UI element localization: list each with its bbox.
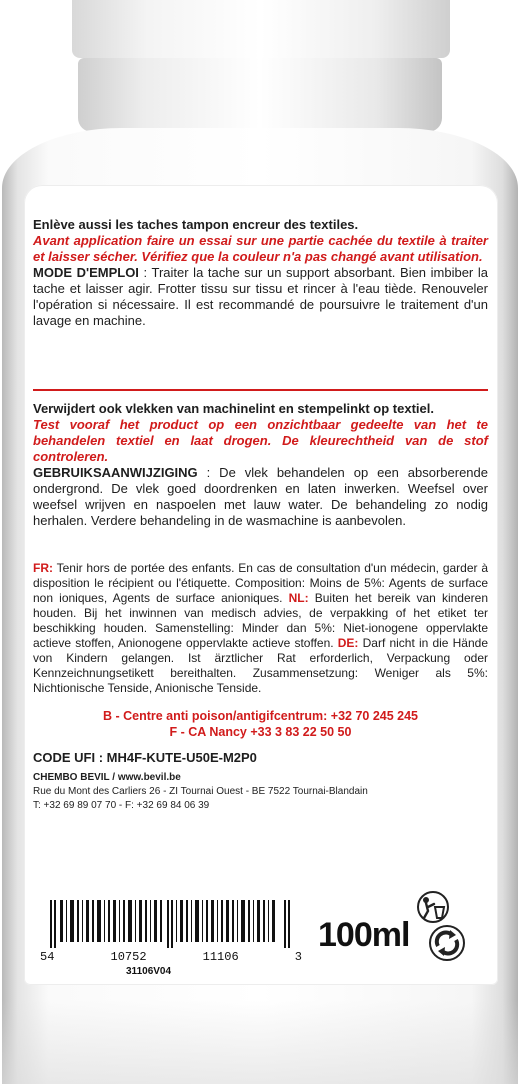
poison-center-fr: F - CA Nancy +33 3 83 22 50 50 bbox=[169, 725, 352, 739]
nl-safety: Buiten het bereik van kinderen houden. Bij het inwinnen van medisch advies, de verpakking of het etiket ter beschikking houden. Samenstelling: Minder dan 5%: Niet-ionogene oppervlakte actieve stoffen, Anionogene oppervlakte actieve stoffen. bbox=[33, 591, 488, 650]
poison-center-be: B - Centre anti poison/antigifcentrum: +32 70 245 245 bbox=[102, 709, 419, 723]
label-text bbox=[33, 217, 488, 813]
fr-mode-title: MODE D'EMPLOI bbox=[33, 265, 139, 280]
red-divider bbox=[33, 389, 488, 391]
volume-label: 100ml bbox=[318, 916, 410, 954]
french-section bbox=[33, 217, 488, 389]
recycling-arrows-icon bbox=[428, 924, 466, 962]
fr-mode-text: : Traiter la tache sur un support absorbant. Bien imbiber la tache et laisser agir. Frotter tissu sur tissu et rincer à l'eau tiède. Renouveler l'opération si nécessaire. Il est recommandé de poursuivre le traitement d'un lavage en machine. bbox=[33, 265, 488, 328]
bottle-cap-top bbox=[72, 0, 450, 58]
fr-instructions bbox=[33, 265, 488, 329]
barcode-digits-1: 54 bbox=[40, 950, 55, 964]
de-tag: DE: bbox=[337, 636, 359, 650]
ufi-code: CODE UFI : MH4F-KUTE-U50E-M2P0 bbox=[33, 750, 257, 765]
barcode-digits-3: 11106 bbox=[202, 950, 239, 964]
batch-code: 31106V04 bbox=[126, 966, 172, 977]
barcode-digits bbox=[40, 950, 302, 964]
barcode-digits-4: 3 bbox=[294, 950, 302, 964]
bottle-cap bbox=[78, 58, 442, 132]
tidyman-recycle-icon bbox=[415, 890, 451, 924]
barcode bbox=[40, 900, 302, 948]
fr-intro: Enlève aussi les taches tampon encreur des textiles. bbox=[33, 217, 359, 232]
bottle-base-shade bbox=[2, 1000, 518, 1084]
company-phone: T: +32 69 89 07 70 - F: +32 69 84 06 39 bbox=[33, 800, 210, 811]
nl-mode-title: GEBRUIKSAANWIJZIGING bbox=[33, 465, 198, 480]
fr-safety: Tenir hors de portée des enfants. En cas de consultation d'un médecin, garder à disposition le récipient ou l'étiquette. Composition: Moins de 5%: Agents de surface non ioniques, Agents de surface anioniques. bbox=[33, 561, 488, 605]
safety-text bbox=[33, 561, 488, 696]
company-address: Rue du Mont des Carliers 26 - ZI Tournai Ouest - BE 7522 Tournai-Blandain bbox=[33, 786, 368, 797]
fr-tag: FR: bbox=[33, 561, 53, 575]
nl-intro: Verwijdert ook vlekken van machinelint en stempelinkt op textiel. bbox=[33, 401, 434, 416]
nl-warning: Test vooraf het product op een onzichtbaar gedeelte van het te behandelen textiel en laat drogen. De kleurechtheid van de stof controleren. bbox=[33, 417, 488, 464]
nl-tag: NL: bbox=[288, 591, 309, 605]
nl-mode-text: : De vlek behandelen op een absorberende ondergrond. De vlek goed doordrenken en laten inwerken. Weefsel over weefsel wrijven en naspoelen met lauw water. De behandeling zo nodig herhalen. Verdere behandeling in de wasmachine is aanbevolen. bbox=[33, 465, 488, 528]
company-name: CHEMBO BEVIL / www.bevil.be bbox=[33, 772, 181, 783]
barcode-digits-2: 10752 bbox=[110, 950, 147, 964]
nl-instructions bbox=[33, 465, 488, 529]
fr-warning: Avant application faire un essai sur une partie cachée du textile à traiter et laisser sécher. Vérifiez que la couleur n'a pas changé avant utilisation. bbox=[33, 233, 488, 264]
de-safety: Darf nicht in die Hände von Kindern gelangen. Ist ärztlicher Rat erforderlich, Verpackung oder Kennzeichnungsetikett bereithalten. Zusammensetzung: Weniger als 5%: Nichtionische Tenside, Anionische Tenside. bbox=[33, 636, 489, 695]
dutch-section bbox=[33, 401, 488, 549]
